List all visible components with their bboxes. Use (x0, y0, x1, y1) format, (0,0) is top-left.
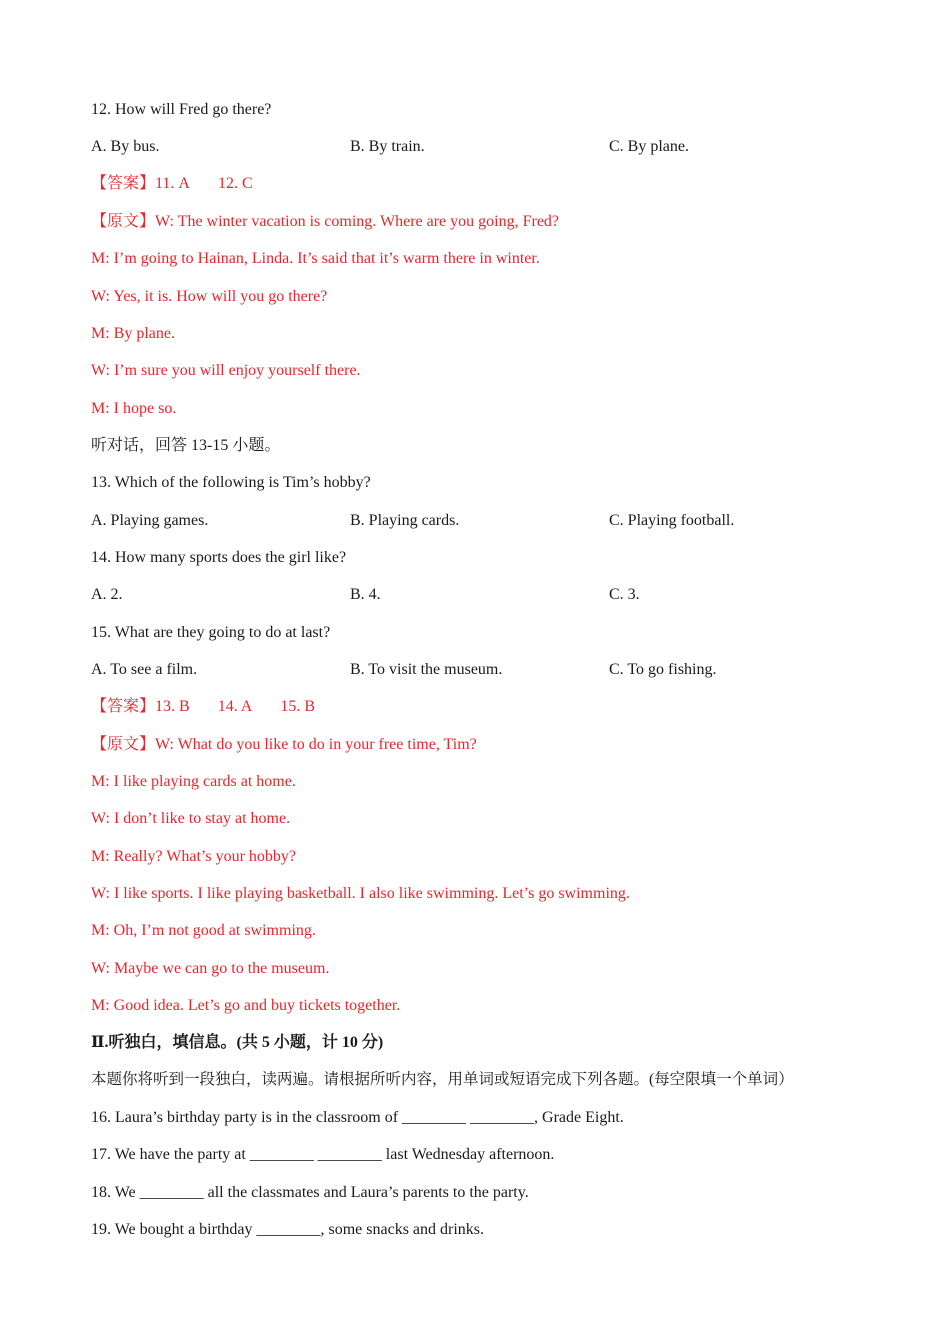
option-14-b: B. 4. (350, 586, 381, 603)
option-12-c: C. By plane. (609, 138, 689, 155)
question-14: 14. How many sports does the girl like? (91, 549, 347, 566)
answer-tag: 【答案】 (91, 175, 156, 192)
fill-item-18: 18. We ________ all the classmates and Laura’s parents to the party. (91, 1184, 529, 1201)
fill-item-17: 17. We have the party at ________ ________ last Wednesday afternoon. (91, 1146, 555, 1163)
transcript1-line: W: Yes, it is. How will you go there? (91, 288, 328, 305)
question-12: 12. How will Fred go there? (91, 101, 272, 118)
transcript2-line: 【原文】W: What do you like to do in your free time, Tim? (91, 736, 477, 753)
transcript2-line: W: I don’t like to stay at home. (91, 810, 291, 827)
transcript2-line: M: Oh, I’m not good at swimming. (91, 922, 316, 939)
answer-11: 11. A (155, 175, 190, 192)
option-15-a: A. To see a film. (91, 661, 198, 678)
transcript2-line: W: I like sports. I like playing basketball. I also like swimming. Let’s go swimming. (91, 885, 630, 902)
option-13-a: A. Playing games. (91, 512, 209, 529)
transcript1-line: 【原文】W: The winter vacation is coming. Where are you going, Fred? (91, 213, 560, 230)
section-2-heading: Ⅱ.听独白，填信息。(共 5 小题，计 10 分) (91, 1034, 384, 1051)
answer-line-11-12 (91, 174, 253, 194)
answer-12: 12. C (217, 175, 253, 192)
option-15-b: B. To visit the museum. (350, 661, 503, 678)
option-13-b: B. Playing cards. (350, 512, 460, 529)
transcript2-line: M: Good idea. Let’s go and buy tickets together. (91, 997, 401, 1014)
transcript2-line: M: Really? What’s your hobby? (91, 848, 296, 865)
section-2-instruction: 本题你将听到一段独白，读两遍。请根据所听内容，用单词或短语完成下列各题。(每空限填一个单词） (91, 1071, 794, 1088)
option-15-c: C. To go fishing. (609, 661, 717, 678)
transcript1-line: M: By plane. (91, 325, 175, 342)
question-13: 13. Which of the following is Tim’s hobby? (91, 474, 371, 491)
answer-15: 15. B (280, 698, 316, 715)
transcript2-line: M: I like playing cards at home. (91, 773, 296, 790)
answer-tag: 【答案】 (91, 698, 156, 715)
answer-13: 13. B (155, 698, 190, 715)
option-12-b: B. By train. (350, 138, 425, 155)
transcript1-line: M: I’m going to Hainan, Linda. It’s said that it’s warm there in winter. (91, 250, 540, 267)
fill-item-19: 19. We bought a birthday ________, some snacks and drinks. (91, 1221, 485, 1238)
transcript1-line: W: I’m sure you will enjoy yourself there. (91, 362, 361, 379)
question-15: 15. What are they going to do at last? (91, 624, 331, 641)
option-14-c: C. 3. (609, 586, 640, 603)
fill-item-16: 16. Laura’s birthday party is in the classroom of ________ ________, Grade Eight. (91, 1109, 624, 1126)
option-13-c: C. Playing football. (609, 512, 735, 529)
answer-14: 14. A (217, 698, 253, 715)
option-12-a: A. By bus. (91, 138, 160, 155)
instruction-13-15: 听对话，回答 13-15 小题。 (91, 437, 281, 454)
option-14-a: A. 2. (91, 586, 123, 603)
transcript1-line: M: I hope so. (91, 400, 177, 417)
answer-line-13-15 (91, 697, 315, 717)
transcript2-line: W: Maybe we can go to the museum. (91, 960, 330, 977)
